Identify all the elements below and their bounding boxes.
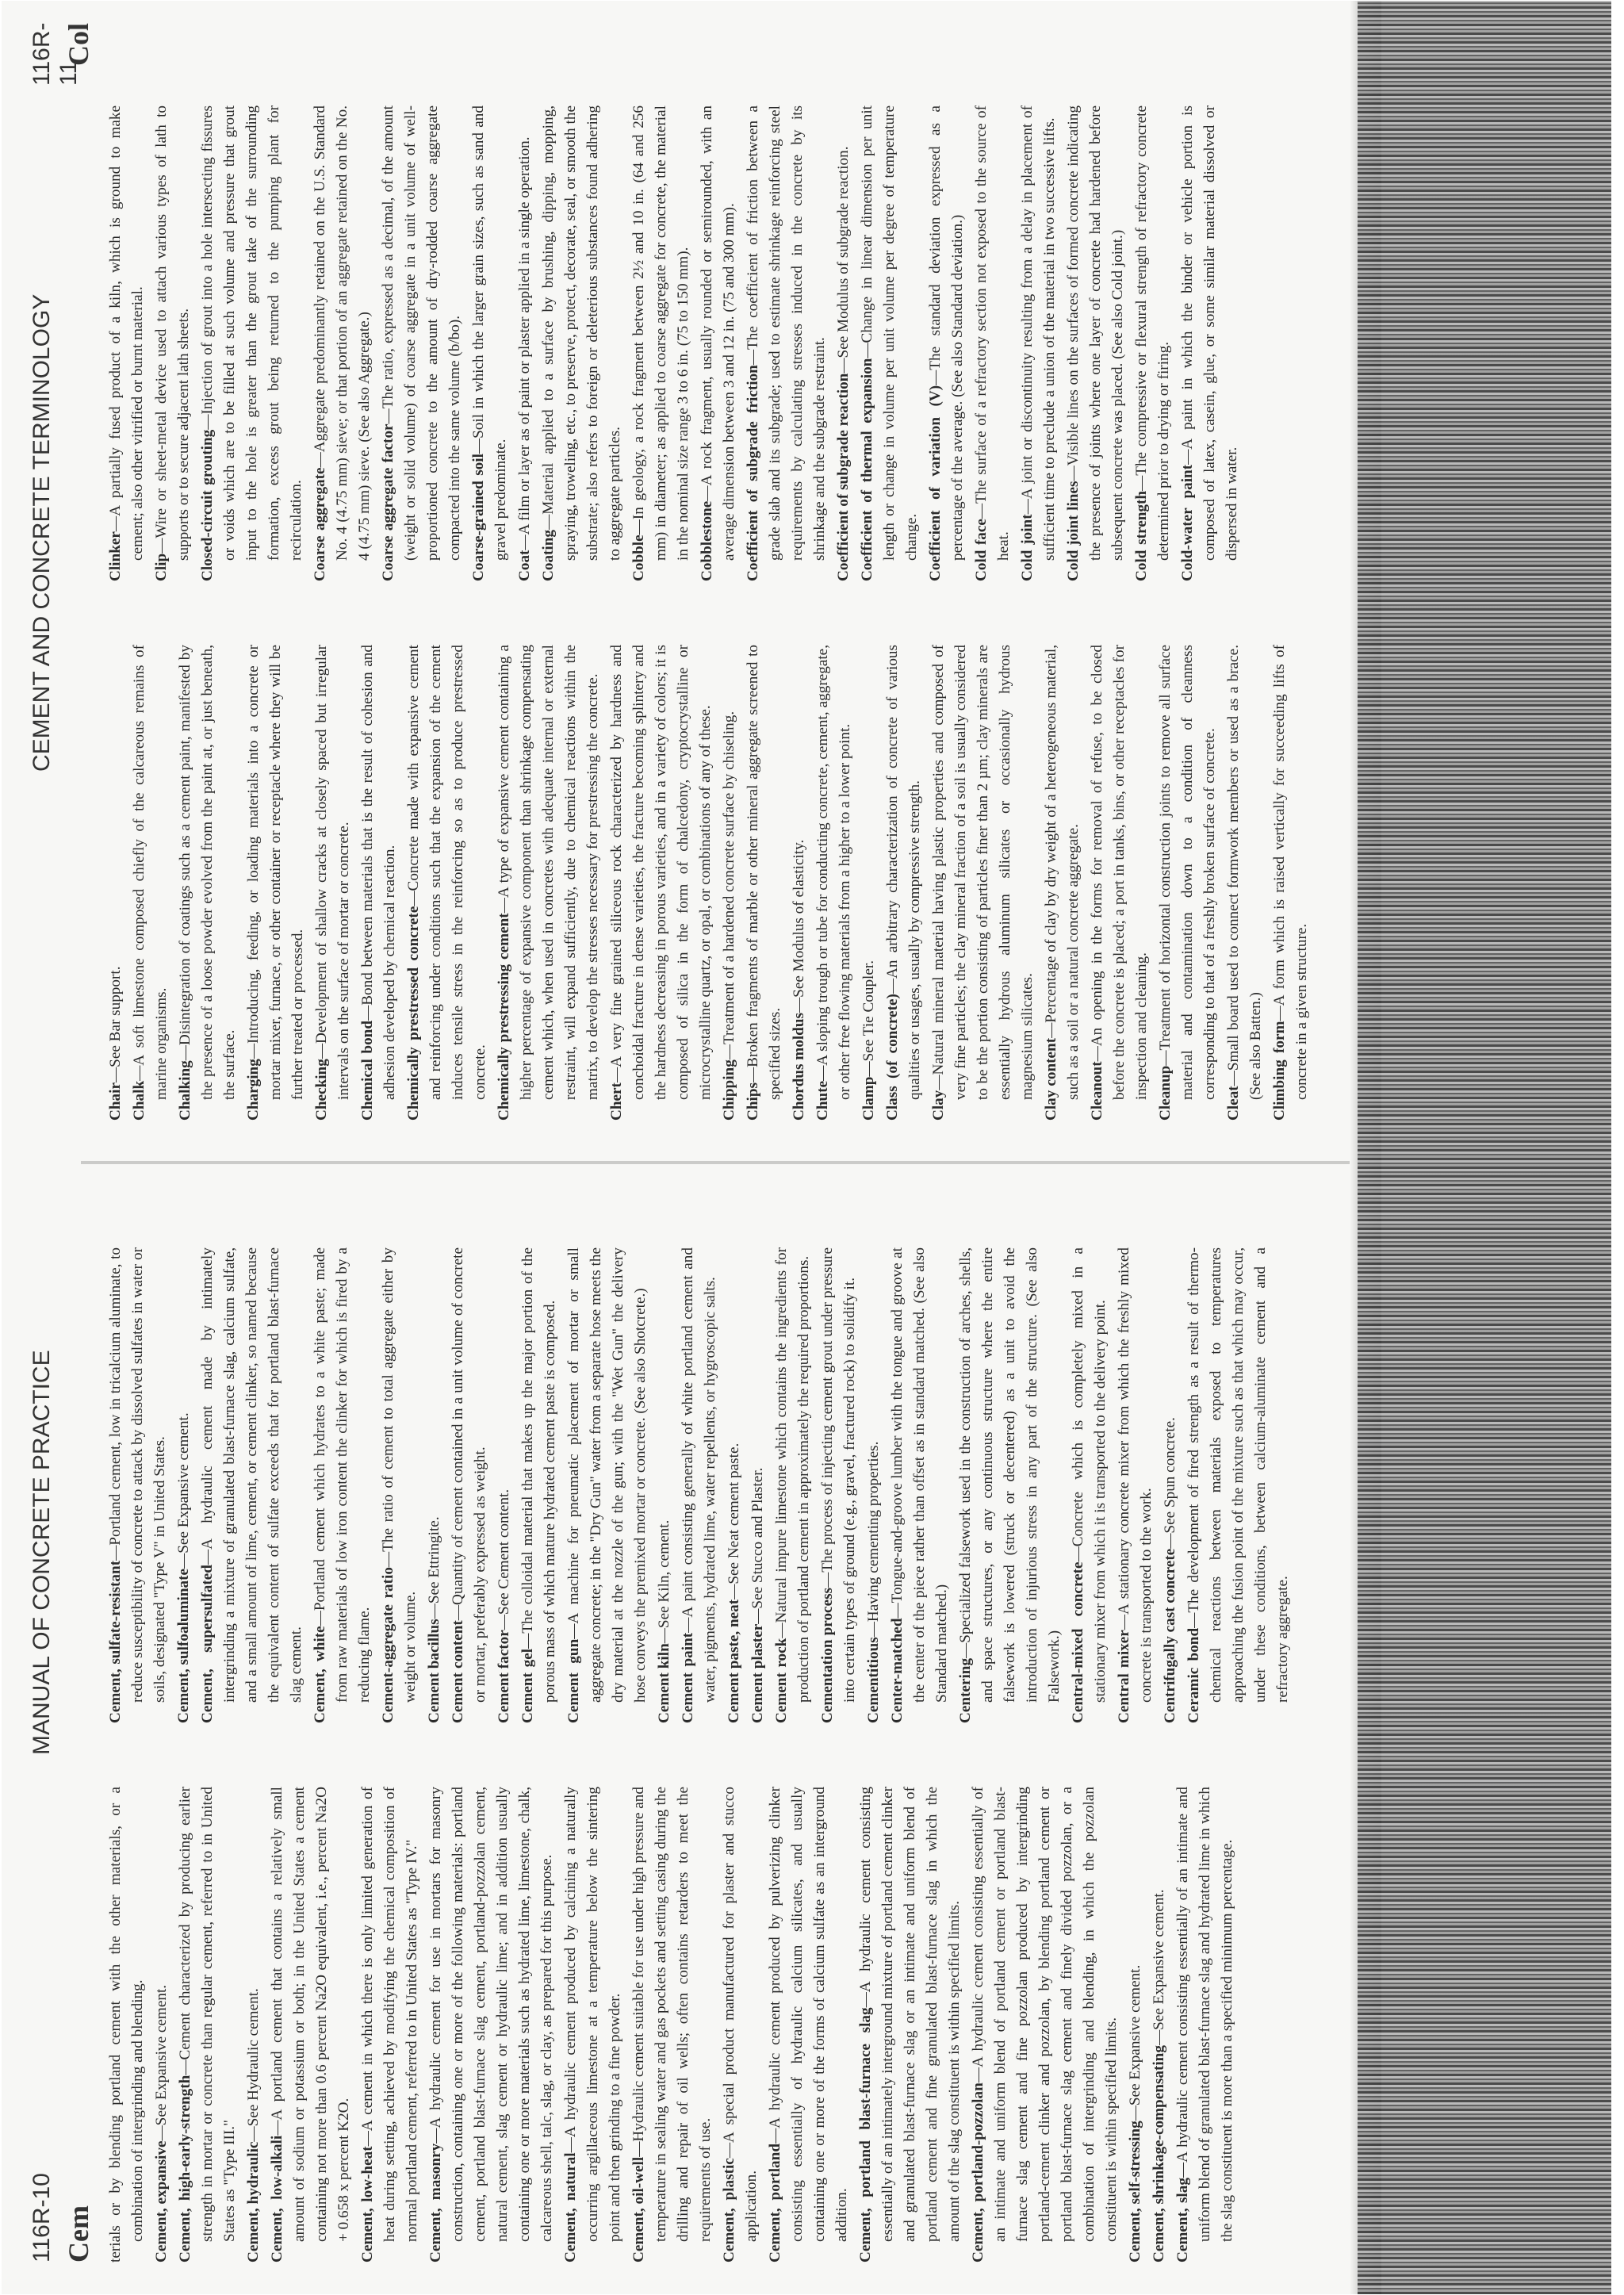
entry-definition: —A rock fragment, usually rounded or semirounded, with an average dimension between 3 and 12 in. (75 and 300 mm). [699, 105, 737, 561]
glossary-entry [403, 645, 492, 1121]
entry-definition: —A hydraulic cement consisting essentially of an intimate and uniform blend of portland cement or portland blast-furnace slag cement and fine pozzolan produced by intergrinding portland-cement clinker and pozzolan, by blending portland cement or portland blast-furnace slag cement and finely divided pozzolan, or a combination of intergrinding and blending, in which the pozzolan constituent is within specified limits. [970, 1787, 1120, 2242]
glossary-entry [653, 1247, 676, 1723]
glossary-entry [1155, 645, 1221, 1121]
glossary-entry [1177, 105, 1243, 581]
entry-definition: —Natural mineral material having plastic properties and composed of very fine particles; the clay mineral fraction of a soil is usually considered to be the portion consisting of particles finer than 2 µm; clay minerals are essentially hydrous aluminum silicates or occasionally hydrous magnesium silicates. [930, 645, 1036, 1100]
glossary-entry [856, 105, 923, 581]
entry-term: Chemically prestressed concrete [405, 906, 422, 1121]
column-4 [105, 105, 1245, 581]
entry-term: Cement, shrinkage-compensating [1151, 2045, 1167, 2262]
entry-term: Chute [814, 1080, 831, 1121]
entry-term: Chalking [177, 1060, 193, 1121]
glossary-entry [718, 1787, 763, 2262]
glossary-entry [563, 1247, 652, 1723]
glossary-entry [955, 1247, 1066, 1723]
entry-term: Cleanup [1157, 1065, 1174, 1121]
entry-definition: —Injection of grout into a hole intersecting fissures or voids which are to be filled at such volume and pressure that grout input to the hole is greater than the grout take of the surrounding formation, excess grout being returned to the pumping plant for recirculation. [199, 105, 304, 561]
glossary-entry [863, 1247, 885, 1723]
glossary-entry [309, 105, 376, 581]
entry-definition: —Development of shallow cracks at closely spaced but irregular intervals on the surface of mortar or concrete. [313, 645, 352, 1100]
glossary-entry [833, 105, 855, 581]
entry-term: Cement, supersulfated [199, 1565, 216, 1723]
glossary-entry [1223, 645, 1267, 1121]
entry-definition: —A hydraulic cement for use in mortars for masonry construction, containing one or more of the following materials: portland cement, portland blast-furnace slag cement, portland-pozzolan cement, natural cement, slag cement or hydraulic lime; and in addition usually containing one or more materials such as hydrated lime, limestone, chalk, calcareous shell, talc, slag, or clay, as prepared for this purpose. [427, 1786, 555, 2242]
entry-term: Cement, portland-pozzolan [970, 2082, 986, 2262]
running-title-right: CEMENT AND CONCRETE TERMINOLOGY [29, 293, 55, 772]
glossary-entry [311, 645, 355, 1121]
entry-term: Cement, hydraulic [245, 2141, 262, 2262]
entry-term: Class (of concrete) [884, 994, 901, 1121]
entry-definition: —A form which is raised vertically for succeeding lifts of concrete in a given structure. [1271, 645, 1310, 1100]
entry-definition: —A paint in which the binder or vehicle portion is composed of latex, casein, glue, or some similar material dissolved or dispersed in water. [1179, 105, 1240, 561]
entry-definition: —Portland cement, low in tricalcium aluminate, to reduce susceptibility of concrete to attack by dissolved sulfates in water or soils, designated "Type V" in United States. [107, 1247, 168, 1703]
entry-term: Cement, self-stressing [1127, 2121, 1143, 2262]
entry-definition: —Introducing, feeding, or loading materials into a concrete or mortar mixer, furnace, or other container or receptacle where they will be further treated or processed. [245, 645, 306, 1100]
entry-term: Cement, high-early-strength [177, 2075, 193, 2262]
entry-term: Charging [245, 1059, 262, 1121]
glossary-entry [493, 645, 604, 1121]
glossary-entry [718, 645, 741, 1121]
glossary-entry [468, 105, 512, 581]
entry-definition: —Wire or sheet-metal device used to attach various types of lath to supports or to secure adjacent lath sheets. [153, 105, 192, 561]
glossary-entry [971, 105, 1015, 581]
glossary-entry [742, 105, 831, 581]
entry-definition: —A hydraulic cement consisting essentially of an intimate and uniform blend of granulated blast-furnace slag and hydrated lime in which the slag constituent is more than a specified minimum percentage. [1174, 1787, 1235, 2242]
glossary-entry [788, 645, 810, 1121]
entry-definition: —A special product manufactured for plaster and stucco application. [721, 1787, 760, 2242]
glossary-entry [105, 645, 127, 1121]
glossary-entry [1124, 1787, 1147, 2262]
glossary-entry [925, 105, 969, 581]
entry-definition: —An arbitrary characterization of concrete of various qualities or usages, usually by compressive strength. [884, 645, 923, 1100]
entry-definition: —See Expansive cement. [153, 1984, 170, 2141]
glossary-entry [377, 1247, 422, 1723]
entry-definition: —Cement characterized by producing earlier strength in mortar or concrete than regular cement, referred to in United States as "Type III." [177, 1787, 238, 2242]
entry-term: Cold joint lines [1065, 481, 1082, 581]
entry-definition: —A stationary concrete mixer from which the freshly mixed concrete is transported to the work. [1116, 1247, 1155, 1703]
entry-definition: —The development of fired strength as a result of thermo-chemical reactions between materials exposed to temperatures approaching the fusion point of the mixture such as that which may occur, under these conditions, between calcium-aluminate cement and a refractory aggregate. [1185, 1247, 1291, 1703]
entry-term: Coat [516, 550, 533, 581]
entry-definition: —The standard deviation expressed as a percentage of the average. (See also Standard deviation.) [927, 105, 966, 561]
glossary-entry [606, 645, 717, 1121]
entry-term: Cold face [973, 519, 990, 581]
page-gutter [81, 1161, 1350, 1164]
glossary-entry [812, 645, 856, 1121]
entry-definition: —Portland cement which hydrates to a white paste; made from raw materials of low iron content the clinker for which is fired by a reducing flame. [312, 1247, 373, 1703]
glossary-entry [197, 105, 308, 581]
entry-term: Cement, portland [767, 2144, 783, 2262]
glossary-entry [742, 645, 787, 1121]
entry-definition: —A hydraulic cement produced by pulverizing clinker consisting essentially of hydraulic calcium silicates, and usually containing one or more of the forms of calcium sulfate as an interground addition. [767, 1786, 850, 2242]
entry-definition: —See Spun concrete. [1162, 1417, 1178, 1549]
entry-term: Ceramic bond [1185, 1627, 1202, 1723]
entry-definition: —Soil in which the larger grain sizes, such as sand and gravel predominate. [470, 105, 509, 561]
glossary-entry [173, 1247, 195, 1723]
glossary-entry [1183, 1247, 1294, 1723]
glossary-entry [560, 1787, 626, 2262]
rotated-page-content [2, 1, 1611, 2294]
entry-definition: —Treatment of horizontal construction joints to remove all surface material and contamination down to a condition of cleanness corresponding to that of a freshly broken surface of concrete. [1157, 645, 1218, 1100]
glossary-entry [677, 1247, 722, 1723]
glossary-entry [105, 1247, 171, 1723]
entry-definition: —See Kiln, cement. [656, 1519, 672, 1644]
entry-term: Cement gel [519, 1648, 536, 1723]
scanned-page [2, 1, 1611, 2294]
entry-definition: —The ratio, expressed as a decimal, of the amount (weight or solid volume) of coarse aggregate in a unit volume of well-proportioned concrete to the amount of dry-rodded coarse aggregate compacted into the same volume (b/bo). [380, 105, 463, 561]
entry-term: Checking [313, 1059, 330, 1121]
entry-term: Clinker [107, 531, 124, 581]
glossary-entry [1086, 645, 1153, 1121]
entry-term: Coefficient of subgrade reaction [835, 373, 852, 581]
glossary-entry [151, 105, 195, 581]
entry-definition: —See Expansive cement. [1127, 1964, 1143, 2121]
glossary-entry [1017, 105, 1061, 581]
column-2 [105, 1247, 1296, 1723]
entry-term: Chair [107, 1082, 124, 1121]
entry-definition: —Concrete which is completely mixed in a stationary mixer from which it is transported to the delivery point. [1070, 1247, 1109, 1703]
entry-term: Cement-aggregate ratio [380, 1567, 396, 1723]
entry-term: Chips [745, 1082, 761, 1121]
glossary-entry [1113, 1247, 1158, 1723]
entry-definition: —An opening in the forms for removal of refuse, to be closed before the concrete is placed; a port in tanks, bins, or other receptacles for inspection and cleaning. [1089, 645, 1150, 1100]
glossary-entry [423, 1247, 446, 1723]
glossary-entry [514, 105, 536, 581]
entry-definition: —Tongue-and-groove lumber with the tongue and groove at the center of the piece rather than offset as in standard matched. (See also Standard matched.) [889, 1247, 950, 1703]
entry-definition: —Broken fragments of marble or other mineral aggregate screened to specified sizes. [745, 645, 783, 1100]
glossary-entry [128, 645, 173, 1121]
entry-term: Chemical bond [359, 1020, 376, 1121]
column-1 [105, 1787, 1240, 2262]
entry-definition: —A cement in which there is only limited generation of heat during setting, achieved by modifying the chemical composition of normal portland cement, referred to in United States as "Type IV." [359, 1787, 420, 2242]
entry-term: Chemically prestressing cement [496, 913, 512, 1121]
entry-term: Coating [540, 529, 557, 581]
entry-term: Cement factor [496, 1630, 512, 1723]
entry-definition: —A film or layer as of paint or plaster applied in a single operation. [516, 136, 533, 550]
glossary-entry [928, 645, 1039, 1121]
entry-definition: —Hydraulic cement suitable for use under high pressure and temperature in sealing water and gas pockets and setting casing during the drilling and repair of oil wells; often contains retarders to meet the requirements of use. [630, 1787, 714, 2242]
entry-definition: —See Modulus of elasticity. [791, 839, 807, 1013]
entry-term: Chipping [721, 1059, 737, 1121]
entry-term: Cement kiln [656, 1643, 672, 1723]
glossary-entry [771, 1247, 815, 1723]
entry-definition: —A paint consisting generally of white portland cement and water, pigments, hydrated lime, water repellents, or hygroscopic salts. [680, 1247, 718, 1703]
glossary-entry [174, 1787, 241, 2262]
glossary-entry [764, 1787, 853, 2262]
glossary-entry [493, 1247, 515, 1723]
entry-definition: —A hydraulic cement produced by calcining a naturally occurring argillaceous limestone at a temperature below the sintering point and then grinding to a fine powder. [562, 1787, 623, 2242]
glossary-entry [243, 1787, 265, 2262]
entry-definition: —In geology, a rock fragment between 2½ and 10 in. (64 and 256 mm) in diameter; as applied to coarse aggregate for concrete, the material in the nominal size range 3 to 6 in. (75 to 150 mm). [630, 105, 691, 561]
glossary-entry [747, 1247, 769, 1723]
entry-definition: —Treatment of a hardened concrete surface by chiseling. [721, 711, 737, 1060]
entry-term: Chordus moldus [791, 1013, 807, 1121]
entry-term: Cement, white [312, 1626, 328, 1723]
running-title-left: MANUAL OF CONCRETE PRACTICE [29, 1350, 55, 1755]
glossary-entry [967, 1787, 1123, 2262]
entry-term: Centering [957, 1657, 974, 1723]
entry-definition: —A portland cement that contains a relatively small amount of sodium or potassium or both; in the United States a cement containing not more than 0.6 percent Na2O equivalent, i.e., percent Na2O + 0.658 x percent K2O. [269, 1787, 352, 2242]
page-number-right: 116R-11 [29, 22, 82, 86]
entry-term: Cement, plastic [721, 2158, 737, 2262]
entry-term: Cement plaster [749, 1623, 766, 1723]
entry-term: Cement, sulfate-resistant [107, 1560, 124, 1723]
entry-definition: —Small board used to connect formwork members or used as a brace. (See also Batten.) [1225, 645, 1264, 1100]
entry-definition: —A sloping trough or tube for conducting concrete, cement, aggregate, or other free flowing materials from a higher to a lower point. [814, 645, 853, 1100]
glossary-entry [174, 645, 241, 1121]
entry-definition: —See Hydraulic cement. [245, 1988, 262, 2142]
entry-term: Cement rock [773, 1638, 790, 1723]
page-header [14, 22, 94, 2262]
book-spine [1358, 1, 1611, 2294]
entry-definition: —The surface of a refractory section not exposed to the source of heat. [973, 105, 1012, 561]
glossary-entry [696, 105, 741, 581]
glossary-entry [243, 645, 309, 1121]
entry-definition: —See Expansive cement. [175, 1412, 192, 1569]
entry-definition: —Change in linear dimension per unit length or change in volume per unit volume per degree of temperature change. [859, 105, 920, 561]
entry-definition: —Percentage of clay by dry weight of a heterogeneous material, such as a soil or a natural concrete aggregate. [1043, 645, 1082, 1100]
entry-definition: —Bond between materials that is the result of cohesion and adhesion developed by chemical reaction. [359, 645, 398, 1100]
entry-definition: —Visible lines on the surfaces of formed concrete indicating the presence of joints where one layer of concrete had hardened before subsequent concrete was placed. (See also Cold joint.) [1065, 105, 1126, 561]
entry-term: Cobble [630, 534, 647, 581]
entry-definition: —See Stucco and Plaster. [749, 1467, 766, 1624]
entry-term: Coarse-grained soil [470, 454, 487, 581]
glossary-entry [1148, 1787, 1170, 2262]
entry-term: Coefficient of subgrade friction [745, 365, 761, 581]
glossary-entry [357, 645, 401, 1121]
glossary-entry [197, 1247, 308, 1723]
glossary-entry [628, 105, 695, 581]
entry-term: Cold-water paint [1179, 464, 1196, 581]
entry-term: Coarse aggregate factor [380, 423, 396, 581]
entry-definition: —A hydraulic cement made by intimately intergrinding a mixture of granulated blast-furnace slag, calcium sulfate, and a small amount of lime, cement, or cement clinker, so named because the equivalent content of sulfate exceeds that for portland blast-furnace slag cement. [199, 1247, 304, 1703]
entry-term: Clay [930, 1090, 947, 1121]
entry-term: Central-mixed concrete [1070, 1561, 1086, 1723]
glossary-entry [309, 1247, 376, 1723]
entry-definition: —A hydraulic cement consisting essentially of an intimately interground mixture of portland cement clinker and granulated blast-furnace slag or an intimate and uniform blend of portland cement and fine granulated blast-furnace slag in which the amount of the slag constituent is within specified limits. [857, 1787, 963, 2242]
entry-definition: —See Modulus of subgrade reaction. [835, 146, 852, 374]
glossary-entry [1067, 1247, 1112, 1723]
entry-term: Centrifugally cast concrete [1162, 1548, 1178, 1723]
glossary-entry [105, 105, 149, 581]
glossary-entry [357, 1787, 423, 2262]
entry-definition: —The colloidal material that makes up the major portion of the porous mass of which mature hydrated cement paste is composed. [519, 1247, 558, 1703]
entry-definition: —A very fine grained siliceous rock characterized by hardness and conchoidal fracture in dense varieties, the fracture becoming splintery and the hardness decreasing in porous varieties, and in a variety of colors; it is composed of silica in the form of chalcedony, cryptocrystalline or microcrystalline quartz, or opal, or combinations of any of these. [608, 645, 714, 1100]
entry-term: Cement, oil-well [630, 2156, 647, 2262]
entry-definition: —See Tie Coupler. [860, 960, 877, 1077]
entry-term: Cobblestone [699, 500, 715, 581]
entry-definition: —See Neat cement paste. [726, 1443, 742, 1600]
glossary-entry [266, 1787, 355, 2262]
entry-term: Cementitious [865, 1637, 882, 1723]
entry-definition: —Natural impure limestone which contains the ingredients for production of portland cement in approximately the required proportions. [773, 1247, 812, 1703]
entry-definition: —A soft limestone composed chiefly of the calcareous remains of marine organisms. [131, 645, 170, 1100]
entry-term: Cement, low-alkali [269, 2135, 285, 2262]
entry-definition: —Disintegration of coatings such as a cement paint, manifested by the presence of a loose powder evolved from the paint at, or just beneath, the surface. [177, 645, 238, 1100]
entry-definition: —See Ettringite. [426, 1516, 442, 1619]
entry-definition: —The process of injecting cement grout under pressure into certain types of ground (e.g., gravel, fractured rock) to solidify it. [819, 1247, 858, 1703]
entry-definition: —Quantity of cement contained in a unit volume of concrete or mortar, preferably expressed as weight. [450, 1247, 488, 1703]
entry-term: Climbing form [1271, 1021, 1288, 1121]
entry-term: Cleanout [1089, 1061, 1105, 1121]
entry-term: Clamp [860, 1076, 877, 1121]
entry-term: Chalk [131, 1080, 147, 1121]
glossary-entry [887, 1247, 953, 1723]
entry-definition: —Concrete made with expansive cement and reinforcing under conditions such that the expansion of the cement induces tensile stress in the reinforcing so as to produce prestressed concrete. [405, 645, 488, 1100]
entry-term: Cement, expansive [153, 2140, 170, 2262]
glossary-entry [723, 1247, 745, 1723]
glossary-entry [447, 1247, 492, 1723]
glossary-entry [151, 1787, 173, 2262]
entry-definition: —A type of expansive cement containing a higher percentage of expansive component than shrinkage compensating cement which, when used in concretes with adequate internal or external restraint, will expand sufficiently, due to chemical reactions within the matrix, to develop the stresses necessary for prestressing the concrete. [496, 645, 601, 1100]
entry-term: Closed-circuit grouting [199, 429, 216, 581]
entry-term: Coefficient of variation (V) [927, 385, 944, 581]
glossary-entry [1269, 645, 1313, 1121]
entry-term: Cement, sulfoaluminate [175, 1568, 192, 1723]
entry-term: Coefficient of thermal expansion [859, 358, 875, 581]
entry-term: Cement paint [680, 1632, 696, 1723]
entry-term: Clay content [1043, 1037, 1059, 1121]
entry-term: Cement gun [565, 1638, 582, 1723]
entry-term: Cement, slag [1174, 2178, 1191, 2262]
glossary-entry [817, 1247, 861, 1723]
entry-definition: —The coefficient of friction between a grade slab and its subgrade; used to estimate shrinkage reinforcing steel requirements by calculating stresses induced in the concrete by its shrinkage and the subgrade restraint. [745, 105, 828, 561]
glossary-entry [538, 105, 626, 581]
entry-definition: —A partially fused product of a kiln, which is ground to make cement; also other vitrified or burnt material. [107, 105, 146, 561]
entry-definition: —See Bar support. [107, 966, 124, 1083]
glossary-entry [1159, 1247, 1182, 1723]
entry-term: Central mixer [1116, 1630, 1132, 1723]
entry-term: Cementation process [819, 1587, 836, 1723]
glossary-entry [628, 1787, 717, 2262]
column-3 [105, 645, 1315, 1121]
entry-term: Cement paste, neat [726, 1599, 742, 1723]
guide-word-left: Cem [63, 2205, 94, 2262]
entry-definition: —Material applied to a surface by brushing, dipping, mopping, spraying, troweling, etc., to preserve, protect, decorate, seal, or smooth the substrate; also refers to foreign or deleterious substances found adhering to aggregate particles. [540, 105, 623, 561]
glossary-entry [1040, 645, 1085, 1121]
entry-definition: —The compressive or flexural strength of refractory concrete determined prior to drying or firing. [1133, 105, 1172, 561]
entry-term: Cement, natural [562, 2152, 579, 2262]
entry-definition: —A machine for pneumatic placement of mortar or small aggregate concrete; in the "Dry Gun" water from a separate hose meets the dry material at the nozzle of the gun; with the "Wet Gun" the delivery hose conveys the premixed mortar or concrete. (See also Shotcrete.) [565, 1247, 649, 1703]
entry-definition: —See Cement content. [496, 1488, 512, 1630]
guide-word-right: Col [63, 23, 94, 66]
entry-term: Center-matched [889, 1618, 906, 1723]
entry-definition: —Having cementing properties. [865, 1441, 882, 1638]
page-number-left: 116R-10 [29, 2173, 55, 2262]
entry-definition: terials or by blending portland cement with the other materials, or a combination of intergrinding and blending. [107, 1787, 146, 2262]
entry-term: Cement, low-heat [359, 2146, 376, 2262]
entry-definition: —Aggregate predominantly retained on the U.S. Standard No. 4 (4.75 mm) sieve; or that portion of an aggregate retained on the No. 4 (4.75 mm) sieve. (See also Aggregate.) [312, 105, 373, 561]
glossary-entry [1172, 1787, 1239, 2262]
entry-term: Cleat [1225, 1086, 1242, 1121]
glossary-entry [425, 1787, 558, 2262]
glossary-entry [517, 1247, 561, 1723]
entry-term: Clip [153, 553, 170, 581]
glossary-entry [882, 645, 926, 1121]
entry-term: Cement bacillus [426, 1619, 442, 1723]
entry-definition: —The ratio of cement to total aggregate either by weight or volume. [380, 1247, 419, 1703]
entry-definition: —A joint or discontinuity resulting from a delay in placement of sufficient time to preclude a union of the material in two successive lifts. [1019, 105, 1058, 561]
glossary-entry [1131, 105, 1175, 581]
entry-term: Cement content [450, 1620, 466, 1723]
entry-term: Coarse aggregate [312, 467, 328, 581]
entry-definition: —See Expansive cement. [1151, 1889, 1167, 2046]
entry-term: Cold joint [1019, 514, 1036, 581]
glossary-entry [1063, 105, 1129, 581]
glossary-entry [858, 645, 880, 1121]
entry-term: Cement, portland blast-furnace slag [857, 2007, 874, 2262]
glossary-entry [377, 105, 466, 581]
entry-definition: —Specialized falsework used in the construction of arches, shells, and space structures, or any continuous structure where the entire falsework is lowered (struck or decentered) as a unit to avoid the introduction of injurious stress in any part of the structure. (See also Falsework.) [957, 1247, 1063, 1703]
entry-term: Cement, masonry [427, 2143, 444, 2262]
glossary-entry [855, 1787, 966, 2262]
glossary-entry [105, 1787, 149, 2262]
entry-term: Cold strength [1133, 490, 1150, 581]
entry-term: Chert [608, 1082, 625, 1121]
